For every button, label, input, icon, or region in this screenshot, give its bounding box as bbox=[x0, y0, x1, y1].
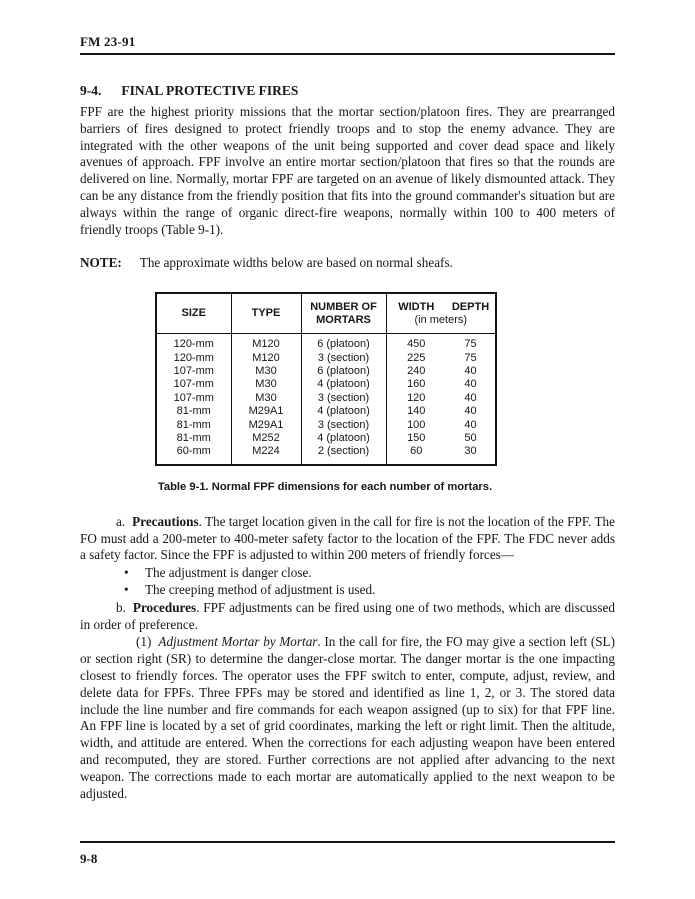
table-cell: 75 bbox=[464, 338, 477, 351]
table-cell: M29A1 bbox=[231, 405, 301, 418]
column-header-mortars: NUMBER OF MORTARS bbox=[301, 293, 386, 334]
page-number: 9-8 bbox=[80, 851, 98, 866]
section-number: 9-4. bbox=[80, 83, 102, 98]
table-cell: 4 (platoon) bbox=[301, 378, 386, 391]
table-cell: 240 bbox=[407, 364, 426, 377]
running-header: FM 23-91 bbox=[80, 34, 136, 49]
paragraph-precautions bbox=[80, 514, 615, 564]
paragraph-text: . FPF adjustments can be fired using one of two methods, which are discussed in order of preference. bbox=[80, 599, 615, 632]
table-cell: 150 bbox=[407, 432, 426, 445]
table-cell: 81-mm bbox=[156, 405, 231, 418]
paragraph-term: Adjustment Mortar by Mortar bbox=[158, 634, 318, 650]
table-caption: Table 9-1. Normal FPF dimensions for each number of mortars. bbox=[157, 480, 493, 493]
table-cell: M252 bbox=[231, 432, 301, 445]
table-row bbox=[156, 392, 496, 405]
table-row bbox=[156, 352, 496, 365]
paragraph-adjustment-mortar bbox=[80, 634, 615, 802]
fpf-table-header bbox=[156, 293, 496, 334]
table-cell: 6 (platoon) bbox=[301, 334, 386, 352]
fpf-table bbox=[155, 292, 497, 466]
table-cell: 40 bbox=[464, 405, 477, 418]
table-cell: 3 (section) bbox=[301, 419, 386, 432]
table-cell: M224 bbox=[231, 445, 301, 464]
table-cell: 50 bbox=[464, 432, 477, 445]
paragraph-procedures bbox=[80, 600, 615, 634]
table-cell: M30 bbox=[231, 378, 301, 391]
table-cell: 107-mm bbox=[156, 392, 231, 405]
paragraph-term: Procedures bbox=[132, 599, 197, 615]
table-row bbox=[156, 334, 496, 352]
page-footer bbox=[80, 841, 615, 867]
table-cell: 120 bbox=[407, 391, 426, 404]
table-cell: 4 (platoon) bbox=[301, 405, 386, 418]
table-row bbox=[156, 378, 496, 391]
note-text: The approximate widths below are based on normal sheafs. bbox=[139, 255, 453, 271]
header-rule bbox=[80, 53, 615, 55]
table-cell: 40 bbox=[464, 378, 477, 391]
table-cell: 160 bbox=[407, 378, 426, 391]
table-cell: 75 bbox=[464, 351, 477, 364]
table-cell: 3 (section) bbox=[301, 352, 386, 365]
section-title: FINAL PROTECTIVE FIRES bbox=[121, 83, 299, 98]
table-row bbox=[156, 432, 496, 445]
table-cell: 40 bbox=[464, 391, 477, 404]
table-cell: M120 bbox=[231, 334, 301, 352]
table-row bbox=[156, 445, 496, 464]
column-header-depth: DEPTH bbox=[451, 301, 490, 314]
paragraph-text: . The target location given in the call for fire is not the location of the FPF. The FO must add a 200-meter to 400-meter safety factor to the location of the FPF. The FDC never adds a safety factor. Since the FPF is adjusted to within 200 meters of friendly forces— bbox=[80, 513, 615, 563]
table-block bbox=[155, 292, 495, 493]
list-item: • The adjustment is danger close. bbox=[80, 565, 615, 582]
column-header-type: TYPE bbox=[231, 293, 301, 334]
table-cell: 40 bbox=[464, 418, 477, 431]
paragraph-label: (1) bbox=[136, 634, 152, 650]
paragraph-text: . In the call for fire, the FO may give a section left (SL) or section right (SR) to determine the danger-close mortar. The danger mortar is the one impacting closest to friendly forces. The operator uses the FPF switch to enter, compute, adjust, review, and delete data for FPFs. Three FPFs may be stored and identified as line 1, 2, or 3. The stored data include the line number and fire commands for each weapon assigned (up to six) for that FPF line. An FPF line is located by a set of grid coordinates, marking the left or right limit. Then the altitude, width, and attitude are entered. When the corrections for each adjusting weapon have been entered and recomputed, they are stored. Further corrections are not applied after advancing to the next weapon. The corrections made to each mortar are automatically applied to the next weapon to be adjusted. bbox=[80, 634, 615, 801]
bullet-list bbox=[80, 565, 615, 599]
table-cell: 4 (platoon) bbox=[301, 432, 386, 445]
table-cell: 81-mm bbox=[156, 432, 231, 445]
paragraph-label: a. bbox=[116, 513, 126, 529]
table-cell: 140 bbox=[407, 405, 426, 418]
table-cell: 81-mm bbox=[156, 419, 231, 432]
table-cell: M29A1 bbox=[231, 419, 301, 432]
table-cell: M30 bbox=[231, 392, 301, 405]
column-header-size: SIZE bbox=[156, 293, 231, 334]
list-item: • The creeping method of adjustment is used. bbox=[80, 582, 615, 599]
table-cell: 30 bbox=[464, 445, 477, 458]
table-cell: 3 (section) bbox=[301, 392, 386, 405]
section-heading bbox=[80, 83, 615, 99]
column-header-width: WIDTH bbox=[398, 301, 435, 314]
table-cell: M120 bbox=[231, 352, 301, 365]
table-row bbox=[156, 405, 496, 418]
table-cell: M30 bbox=[231, 365, 301, 378]
column-header-units: (in meters) bbox=[386, 314, 496, 334]
paragraph-label: b. bbox=[116, 599, 126, 615]
table-cell: 450 bbox=[407, 338, 426, 351]
table-row bbox=[156, 365, 496, 378]
table-row bbox=[156, 419, 496, 432]
table-cell: 6 (platoon) bbox=[301, 365, 386, 378]
table-cell: 60 bbox=[410, 445, 423, 458]
table-cell: 120-mm bbox=[156, 334, 231, 352]
fpf-table-body bbox=[156, 334, 496, 465]
table-cell: 225 bbox=[407, 351, 426, 364]
note-label: NOTE: bbox=[80, 255, 122, 271]
paragraph-term: Precautions bbox=[132, 513, 199, 529]
note-paragraph bbox=[80, 255, 615, 272]
table-cell: 120-mm bbox=[156, 352, 231, 365]
table-cell: 2 (section) bbox=[301, 445, 386, 464]
table-cell: 107-mm bbox=[156, 365, 231, 378]
table-cell: 40 bbox=[464, 364, 477, 377]
table-cell: 100 bbox=[407, 418, 426, 431]
table-cell: 107-mm bbox=[156, 378, 231, 391]
table-cell: 60-mm bbox=[156, 445, 231, 464]
footer-rule bbox=[80, 841, 615, 843]
intro-paragraph: FPF are the highest priority missions that the mortar section/platoon fires. They are prearranged barriers of fires designed to protect friendly troops and to stop the enemy advance. They are integrated with the other weapons of the unit being supported and cover dead space and likely avenues of approach. FPF involve an entire mortar section/platoon that fires so that the rounds are delivered on line. Normally, mortar FPF are targeted on an avenue of likely dismounted attack. They can be any distance from the friendly position that fits into the ground commander's situation but are always within the range of organic direct-fire weapons, normally within 100 to 400 meters of friendly troops (Table 9-1). bbox=[80, 104, 615, 237]
